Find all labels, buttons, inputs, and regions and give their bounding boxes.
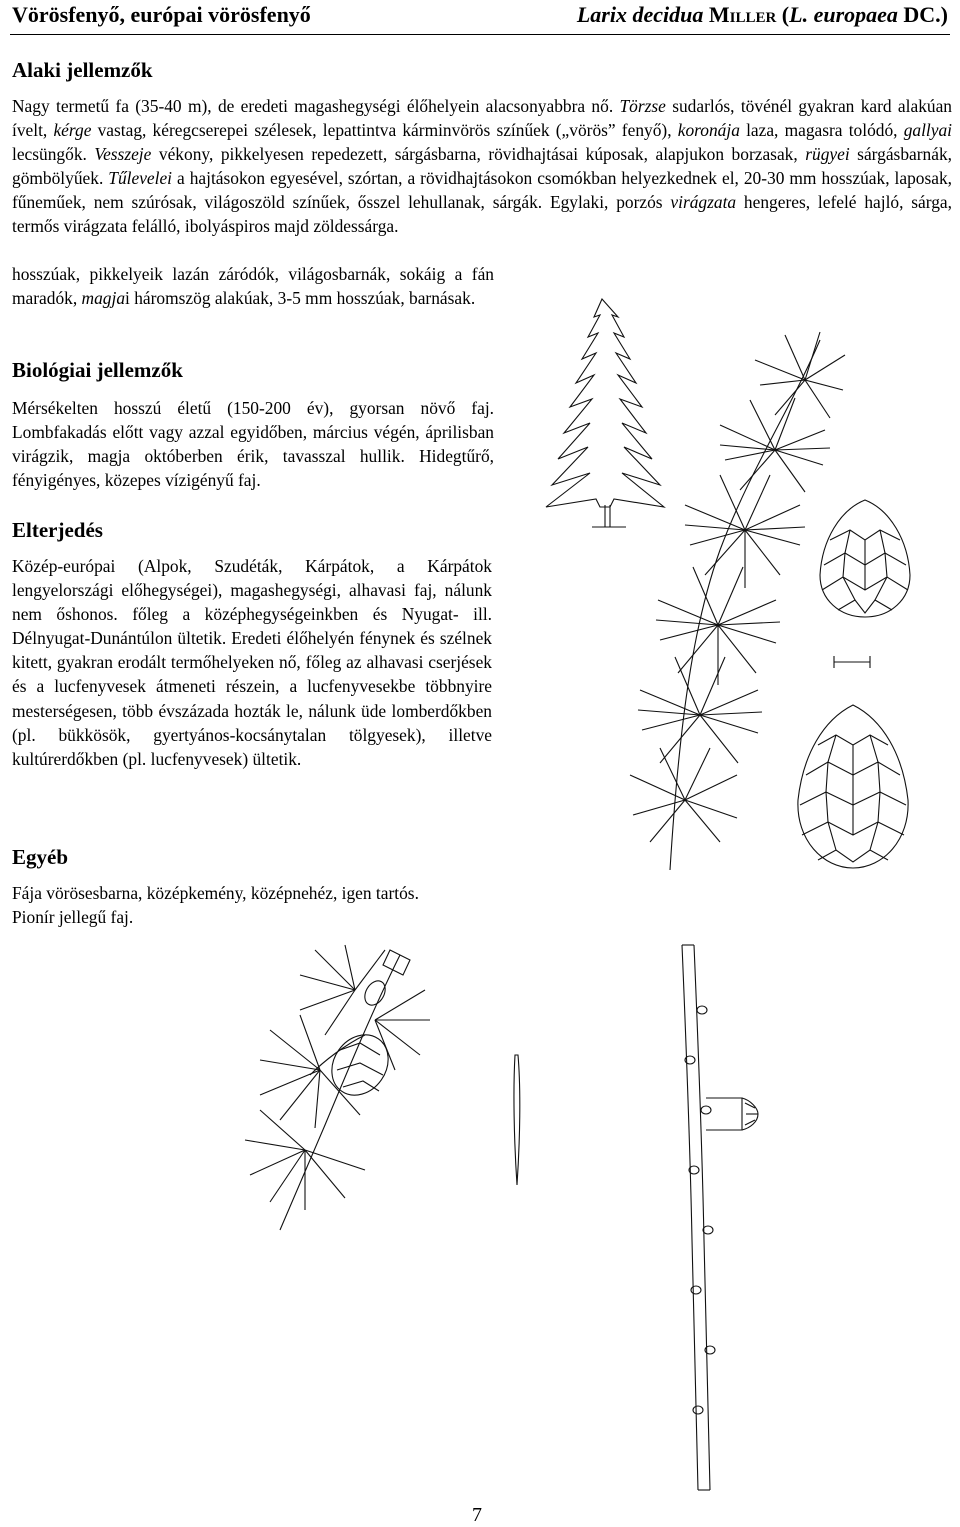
latin-name: Larix decidua Miller (L. europaea DC.): [576, 2, 948, 27]
paragraph-alaki-cont: hosszúak, pikkelyeik lazán záródók, világosbarnák, sokáig a fán maradók, magjai háromszög alakúak, 3-5 mm hosszúak, barnásak.: [12, 264, 494, 309]
author-name: Miller: [708, 2, 777, 27]
heading-biologiai: Biológiai jellemzők: [12, 358, 183, 382]
page-title: Vörösfenyő, európai vörösfenyő: [12, 2, 311, 27]
twig-with-buds-illustration: [650, 940, 790, 1500]
heading-elterjedes: Elterjedés: [12, 518, 103, 542]
open-cone-illustration: [810, 495, 920, 625]
scale-bar-illustration: [832, 655, 872, 669]
paragraph-alaki: Nagy termetű fa (35-40 m), de eredeti magashegységi élőhelyein alacsonyabbra nő. Törzse sudarlós, tövénél gyakran kard alakúan ívelt, kérge vastag, kéregcserepei szélesek, lepattintva kárminvörös színűek („vörös” fenyő), koronája laza, magasra tolódó, gallyai lecsüngők. Vesszeje vékony, pikkelyesen repedezett, sárgásbarna, rövidhajtásai kúposak, alapjukon borzasak, rügyei sárgásbarnák, gömbölyűek. Tűlevelei a hajtásokon egyesével, szórtan, a rövidhajtásokon csomókban helyezkednek el, 20-30 mm hosszúak, laposak, fűneműek, nem szúrósak, világoszöld színűek, ősszel lehullanak, sárgák. Egylaki, porzós virágzata hengeres, lefelé hajló, sárga, termős virágzata felálló, ibolyáspiros majd zöldessárga.: [12, 96, 953, 237]
synonym-author: DC.): [903, 2, 948, 27]
latin-genus: Larix decidua: [576, 2, 704, 27]
heading-alaki: Alaki jellemzők: [12, 58, 153, 82]
paragraph-biologiai: Mérsékelten hosszú életű (150-200 év), gyorsan növő faj. Lombfakadás előtt vagy azzal egyidőben, március végén, áprilisban virágzik, magja októberben érik, tavasszal hullik. Hidegtűrő, fényigényes, közepes vízigényű faj.: [12, 398, 494, 491]
header-rule: [10, 34, 950, 35]
paragraph-elterjedes: Közép-európai (Alpok, Szudéták, Kárpátok, a Kárpátok lengyelországi előhegységei), magashegységi, alhavasi faj, nálunk nem őshonos. főleg a középhegységeinkben és Nyugat- ill. Délnyugat-Dunántúlon ültetik. Eredeti élőhelyén fénynek és szélnek kitett, gyakran erodált termőhelyeken nő, főleg az alhavasi cserjések és a lucfenyvesek átmeneti részein, a lucfenyvesekbe többnyire mesterségesen, több évszázada hozták le, nálunk üde lomberdőkben (pl. bükkösök, gyertyános-kocsánytalan tölgyesek), illetve kultúrerdőkben (pl. lucfenyvesek) ültetik.: [12, 556, 492, 769]
paragraph-egyeb: Fája vörösesbarna, középkemény, középnehéz, igen tartós. Pionír jellegű faj.: [12, 883, 419, 928]
page-number: 7: [472, 1504, 482, 1526]
single-needle-illustration: [505, 1050, 535, 1190]
heading-egyeb: Egyéb: [12, 845, 69, 869]
branch-with-cones-illustration: [225, 945, 485, 1235]
closed-cone-illustration: [788, 700, 918, 875]
latin-synonym: L. europaea: [789, 2, 898, 27]
